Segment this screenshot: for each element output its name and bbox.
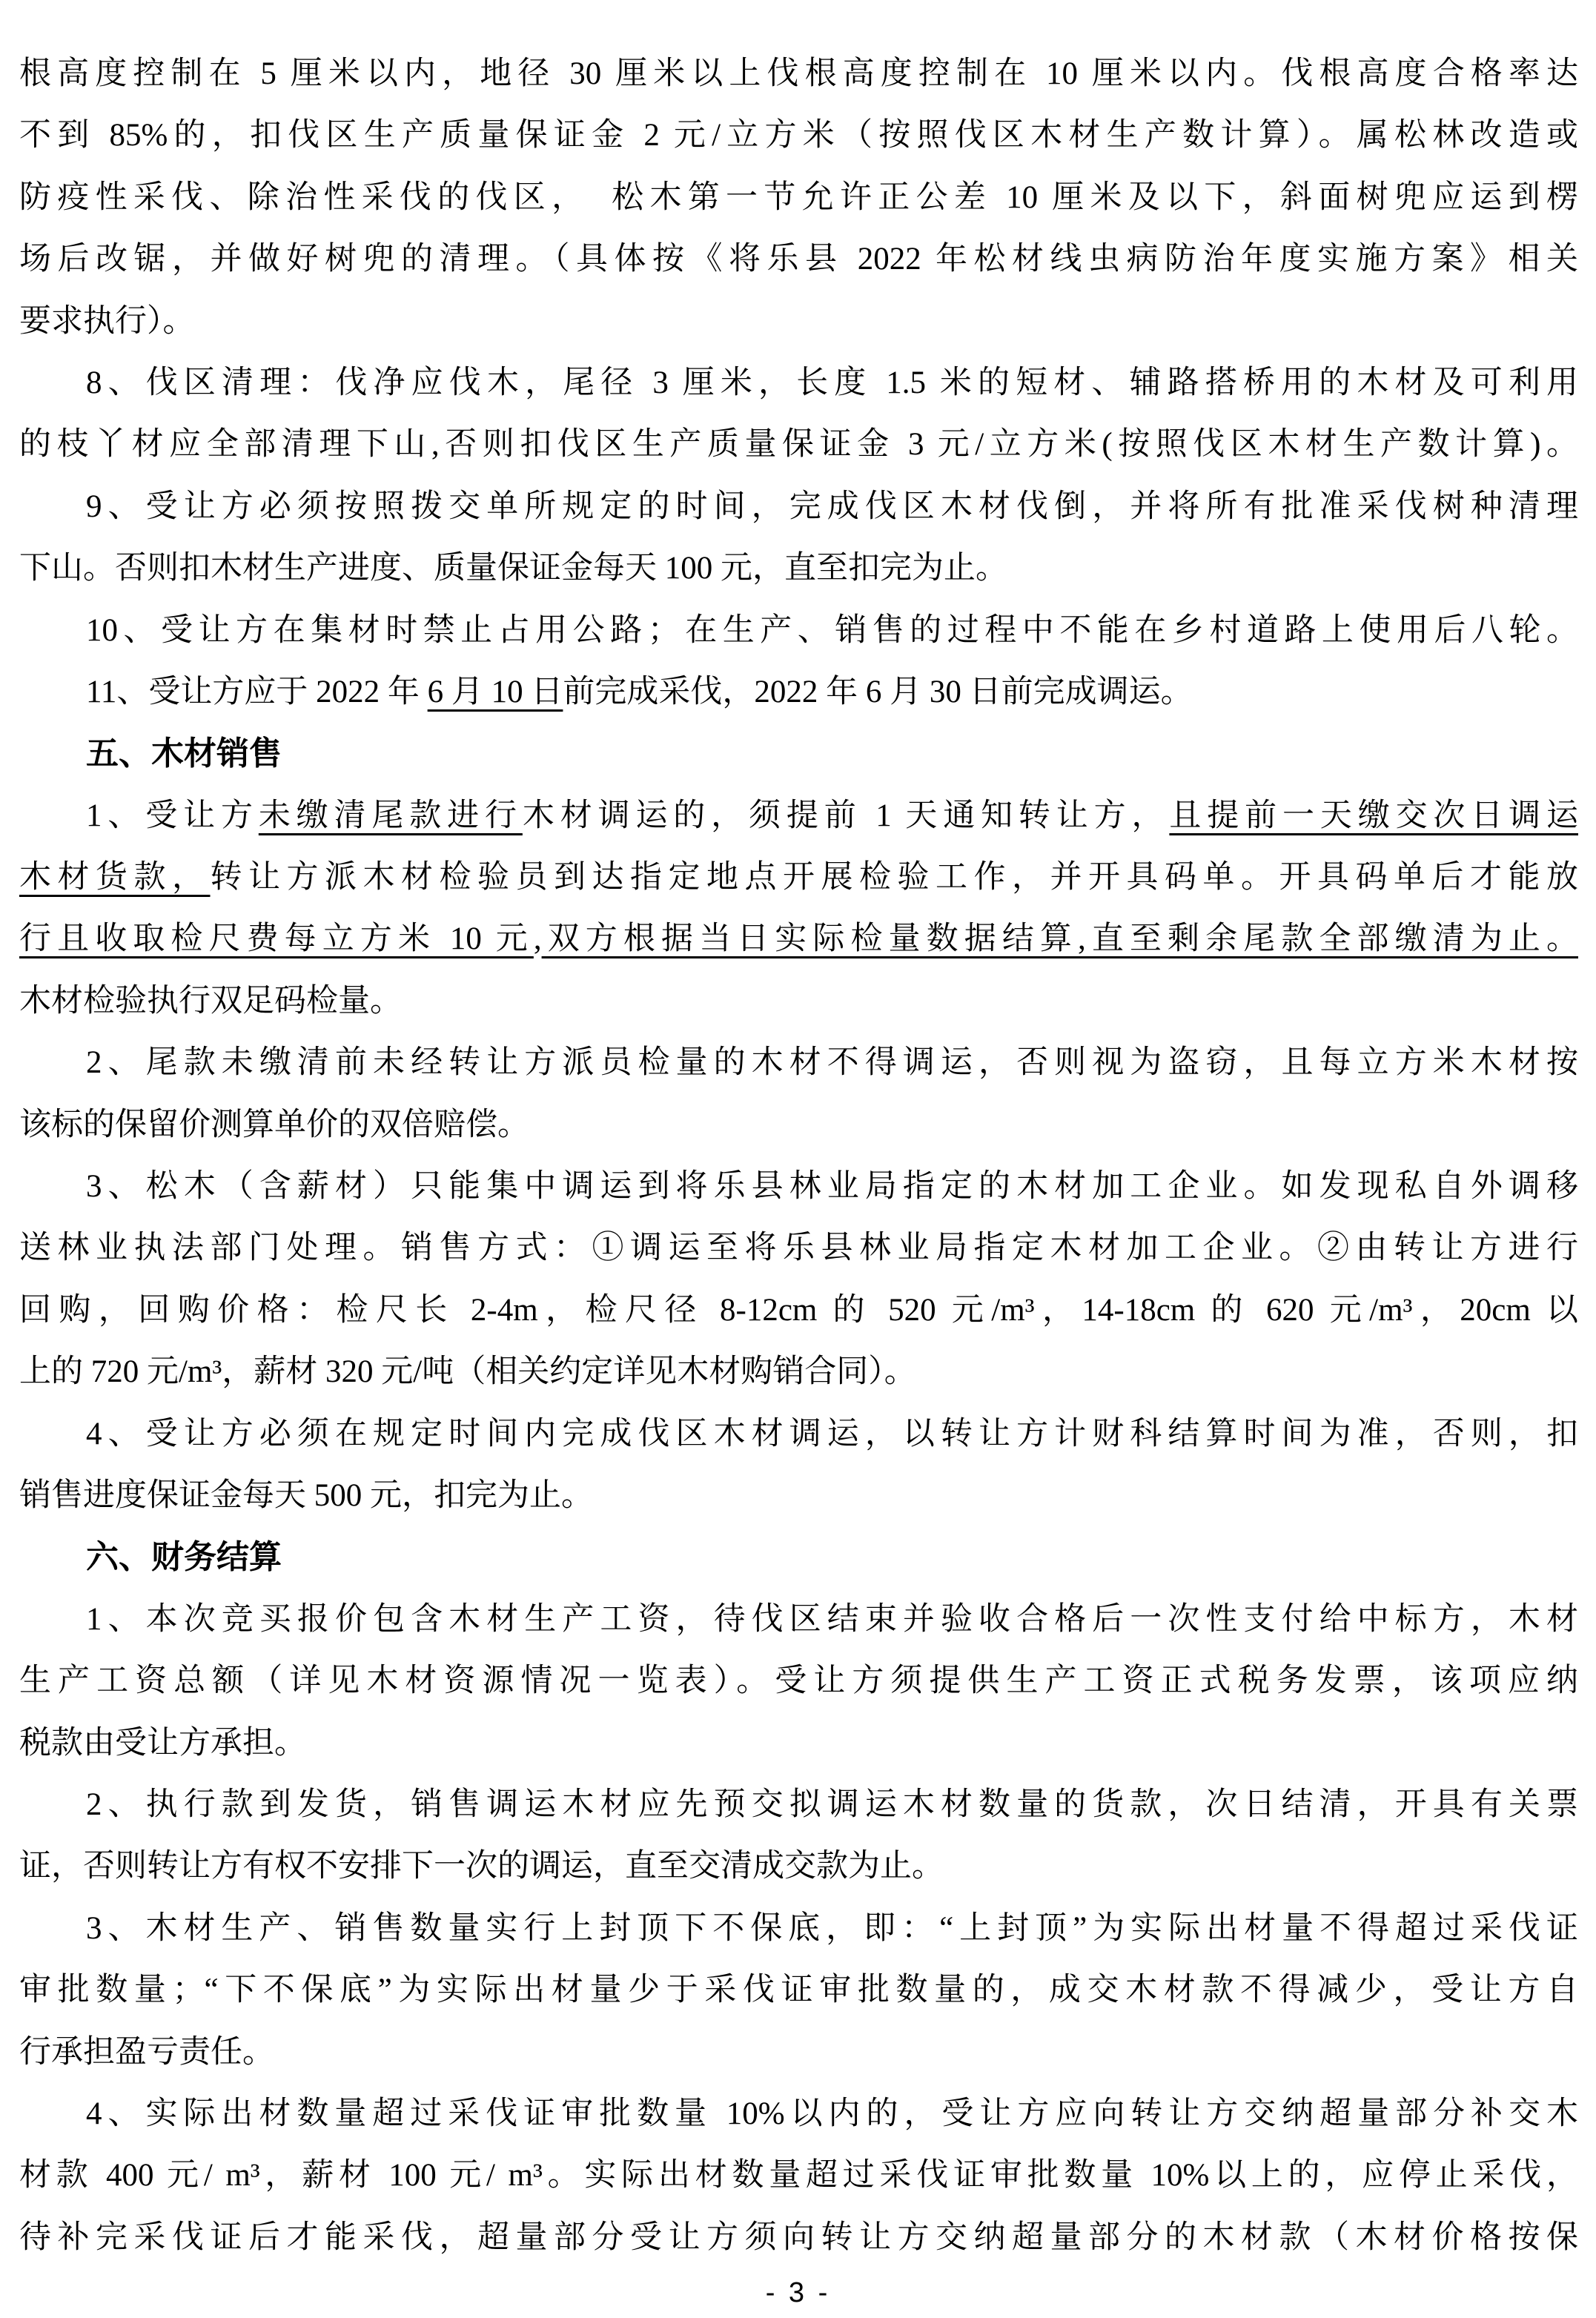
text-segment: 9、受让方必须按照拨交单所规定的时间，完成伐区木材伐倒，并将所有批准采伐树种清理 bbox=[86, 489, 1578, 524]
text-segment: 该标的保留价测算单价的双倍赔偿。 bbox=[19, 1107, 529, 1142]
text-segment: 4、受让方必须在规定时间内完成伐区木材调运，以转让方计财科结算时间为准，否则，扣 bbox=[86, 1416, 1578, 1451]
text-segment: 前完成采伐，2022 年 6 月 30 日前完成调运。 bbox=[563, 674, 1193, 709]
text-line bbox=[19, 661, 1578, 723]
text-line bbox=[19, 2021, 1578, 2083]
text-line bbox=[19, 1774, 1578, 1835]
text-segment: 生产工资总额（详见木材资源情况一览表）。受让方须提供生产工资正式税务发票，该项应纳 bbox=[19, 1663, 1578, 1699]
section-heading bbox=[19, 1526, 1578, 1588]
text-segment: 行承担盈亏责任。 bbox=[19, 2034, 274, 2070]
text-segment: 防疫性采伐、除治性采伐的伐区， 松木第一节允许正公差 10 厘米及以下，斜面树兜应运到楞 bbox=[19, 179, 1578, 215]
text-line bbox=[19, 291, 1578, 352]
text-segment: 2、执行款到发货，销售调运木材应先预交拟调运木材数量的货款，次日结清，开具有关票 bbox=[86, 1786, 1578, 1822]
section-heading bbox=[19, 723, 1578, 784]
text-segment: , bbox=[533, 921, 542, 957]
text-line bbox=[19, 1959, 1578, 2021]
text-segment: 销售进度保证金每天 500 元，扣完为止。 bbox=[19, 1477, 593, 1513]
page-number: - 3 - bbox=[765, 2277, 831, 2308]
text-segment: 不到 85%的，扣伐区生产质量保证金 2 元/立方米（按照伐区木材生产数计算）。属松林改造或 bbox=[19, 118, 1578, 153]
text-segment: 3、松木（含薪材）只能集中调运到将乐县林业局指定的木材加工企业。如发现私自外调移 bbox=[86, 1169, 1578, 1205]
text-line bbox=[19, 2083, 1578, 2145]
text-segment: 送林业执法部门处理。销售方式：①调运至将乐县林业局指定木材加工企业。②由转让方进行 bbox=[19, 1231, 1578, 1266]
text-segment: 3、木材生产、销售数量实行上封顶下不保底，即：“上封顶”为实际出材量不得超过采伐证 bbox=[86, 1910, 1578, 1946]
text-line bbox=[19, 105, 1578, 166]
text-segment: 1、本次竞买报价包含木材生产工资，待伐区结束并验收合格后一次性支付给中标方，木材 bbox=[86, 1601, 1578, 1637]
text-line bbox=[19, 1032, 1578, 1093]
text-line bbox=[19, 167, 1578, 228]
text-segment: 回购，回购价格：检尺长 2-4m，检尺径 8-12cm 的 520 元/m³，14-18cm 的 620 元/m³，20cm 以 bbox=[19, 1292, 1578, 1328]
text-segment: 证，否则转让方有权不安排下一次的调运，直至交清成交款为止。 bbox=[19, 1849, 944, 1884]
text-segment: 转让方派木材检验员到达指定地点开展检验工作，并开具码单。开具码单后才能放 bbox=[210, 860, 1578, 895]
text-line bbox=[19, 1156, 1578, 1217]
text-line bbox=[19, 847, 1578, 908]
text-segment: 1、受让方 bbox=[86, 798, 259, 833]
text-segment: 审批数量；“下不保底”为实际出材量少于采伐证审批数量的，成交木材款不得减少，受让方自 bbox=[19, 1973, 1578, 2008]
text-segment: 11、受让方应于 2022 年 bbox=[86, 674, 428, 709]
text-line bbox=[19, 970, 1578, 1032]
text-line bbox=[19, 537, 1578, 599]
text-segment: 六、财务结算 bbox=[86, 1539, 282, 1576]
text-segment: 10、受让方在集材时禁止占用公路；在生产、销售的过程中不能在乡村道路上使用后八轮。 bbox=[86, 612, 1578, 648]
text-line bbox=[19, 1650, 1578, 1712]
text-segment: 上的 720 元/m³，薪材 320 元/吨（相关约定详见木材购销合同）。 bbox=[19, 1354, 916, 1390]
text-segment: 木材检验执行双足码检量。 bbox=[19, 983, 402, 1019]
text-segment: 4、实际出材数量超过采伐证审批数量 10%以内的，受让方应向转让方交纳超量部分补交木 bbox=[86, 2096, 1578, 2131]
underlined-text: 6 月 10 日 bbox=[427, 674, 563, 709]
text-line bbox=[19, 414, 1578, 475]
text-line bbox=[19, 1589, 1578, 1650]
text-line bbox=[19, 1712, 1578, 1774]
text-line bbox=[19, 476, 1578, 537]
text-line bbox=[19, 1279, 1578, 1341]
text-segment: 五、木材销售 bbox=[86, 735, 282, 772]
text-segment: 待补完采伐证后才能采伐，超量部分受让方须向转让方交纳超量部分的木材款（木材价格按保 bbox=[19, 2219, 1578, 2255]
text-line bbox=[19, 600, 1578, 661]
text-segment: 2、尾款未缴清前未经转让方派员检量的木材不得调运，否则视为盗窃，且每立方米木材按 bbox=[86, 1045, 1578, 1081]
text-line bbox=[19, 1403, 1578, 1465]
text-line bbox=[19, 43, 1578, 105]
underlined-text: 行且收取检尺费每立方米 10 元 bbox=[19, 921, 534, 957]
text-line bbox=[19, 1217, 1578, 1279]
document-lines bbox=[19, 43, 1578, 2268]
text-line bbox=[19, 1094, 1578, 1156]
text-segment: 税款由受让方承担。 bbox=[19, 1725, 306, 1761]
text-line bbox=[19, 785, 1578, 847]
text-line bbox=[19, 1341, 1578, 1403]
text-segment: 木材调运的，须提前 1 天通知转让方， bbox=[522, 798, 1170, 833]
underlined-text: 双方根据当日实际检量数据结算,直至剩余尾款全部缴清为止。 bbox=[541, 921, 1578, 957]
text-segment: 场后改锯，并做好树兜的清理。（具体按《将乐县 2022 年松材线虫病防治年度实施方案》相关 bbox=[19, 242, 1578, 277]
text-line bbox=[19, 908, 1578, 970]
text-line bbox=[19, 1835, 1578, 1897]
text-line bbox=[19, 1465, 1578, 1526]
underlined-text: 且提前一天缴交次日调运 bbox=[1169, 798, 1578, 833]
text-line bbox=[19, 1898, 1578, 1959]
underlined-text: 未缴清尾款进行 bbox=[258, 798, 523, 833]
text-line bbox=[19, 228, 1578, 290]
text-segment: 要求执行）。 bbox=[19, 303, 195, 339]
text-line bbox=[19, 2145, 1578, 2206]
text-segment: 8、伐区清理：伐净应伐木，尾径 3 厘米，长度 1.5 米的短材、辅路搭桥用的木材及可利用 bbox=[86, 365, 1578, 400]
text-segment: 下山。否则扣木材生产进度、质量保证金每天 100 元，直至扣完为止。 bbox=[19, 551, 1007, 586]
text-line bbox=[19, 352, 1578, 414]
text-segment: 根高度控制在 5 厘米以内，地径 30 厘米以上伐根高度控制在 10 厘米以内。伐根高度合格率达 bbox=[19, 56, 1578, 91]
text-segment: 材款 400 元/ m³，薪材 100 元/ m³。实际出材数量超过采伐证审批数量 10%以上的，应停止采伐， bbox=[19, 2158, 1578, 2193]
text-segment: 的枝丫材应全部清理下山,否则扣伐区生产质量保证金 3 元/立方米(按照伐区木材生产数计算)。 bbox=[19, 427, 1578, 463]
underlined-text: 木材货款， bbox=[19, 860, 211, 895]
text-line bbox=[19, 2207, 1578, 2268]
